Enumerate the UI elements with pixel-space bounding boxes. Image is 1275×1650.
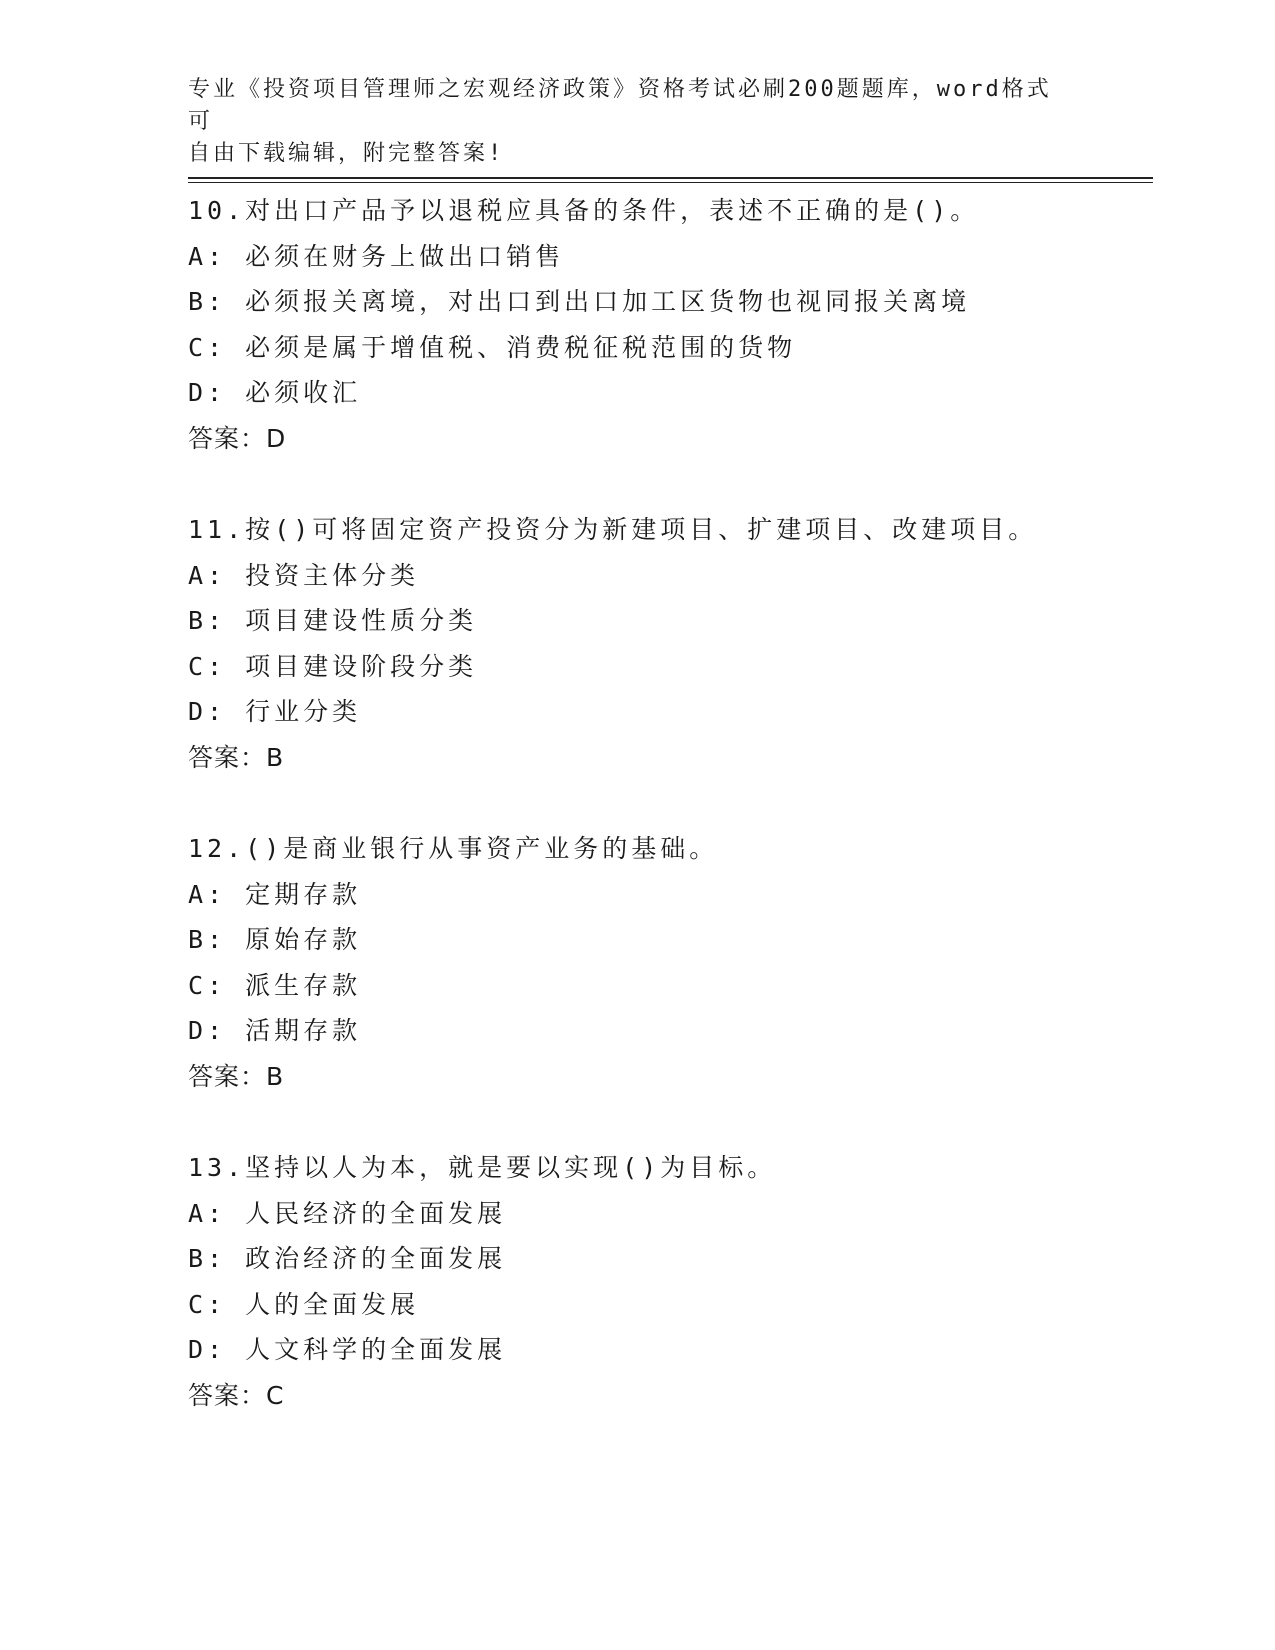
question-block-12 bbox=[188, 826, 1153, 1100]
header-divider-thin bbox=[188, 182, 1153, 183]
option-c: C: 人的全面发展 bbox=[188, 1289, 420, 1319]
question-block-11 bbox=[188, 507, 1153, 781]
option-a: A: 投资主体分类 bbox=[188, 560, 420, 590]
option-d: D: 活期存款 bbox=[188, 1016, 362, 1046]
option-c: C: 项目建设阶段分类 bbox=[188, 651, 478, 681]
answer-line: 答案：D bbox=[188, 423, 287, 453]
option-b: B: 必须报关离境，对出口到出口加工区货物也视同报关离境 bbox=[188, 287, 971, 317]
header-line-1: 专业《投资项目管理师之宏观经济政策》资格考试必刷200题题库，word格式可 bbox=[188, 77, 1052, 134]
option-d: D: 必须收汇 bbox=[188, 378, 362, 408]
header-line-2: 自由下载编辑，附完整答案! bbox=[188, 141, 505, 166]
question-stem: 11.按()可将固定资产投资分为新建项目、扩建项目、改建项目。 bbox=[188, 515, 1038, 544]
option-a: A: 定期存款 bbox=[188, 879, 362, 909]
option-a: A: 人民经济的全面发展 bbox=[188, 1198, 507, 1228]
question-stem: 10.对出口产品予以退税应具备的条件，表述不正确的是()。 bbox=[188, 196, 980, 225]
answer-line: 答案：C bbox=[188, 1380, 285, 1410]
option-b: B: 项目建设性质分类 bbox=[188, 606, 478, 636]
option-d: D: 人文科学的全面发展 bbox=[188, 1335, 507, 1365]
question-stem: 13.坚持以人为本，就是要以实现()为目标。 bbox=[188, 1153, 777, 1182]
header-divider-thick bbox=[188, 177, 1153, 179]
option-d: D: 行业分类 bbox=[188, 697, 362, 727]
option-c: C: 派生存款 bbox=[188, 970, 362, 1000]
question-block-10 bbox=[188, 188, 1153, 462]
question-stem: 12.()是商业银行从事资产业务的基础。 bbox=[188, 834, 719, 863]
option-a: A: 必须在财务上做出口销售 bbox=[188, 241, 565, 271]
option-c: C: 必须是属于增值税、消费税征税范围的货物 bbox=[188, 332, 797, 362]
answer-line: 答案：B bbox=[188, 1061, 285, 1091]
answer-line: 答案：B bbox=[188, 742, 285, 772]
document-header bbox=[188, 74, 1068, 170]
option-b: B: 政治经济的全面发展 bbox=[188, 1244, 507, 1274]
question-block-13 bbox=[188, 1145, 1153, 1419]
option-b: B: 原始存款 bbox=[188, 925, 362, 955]
